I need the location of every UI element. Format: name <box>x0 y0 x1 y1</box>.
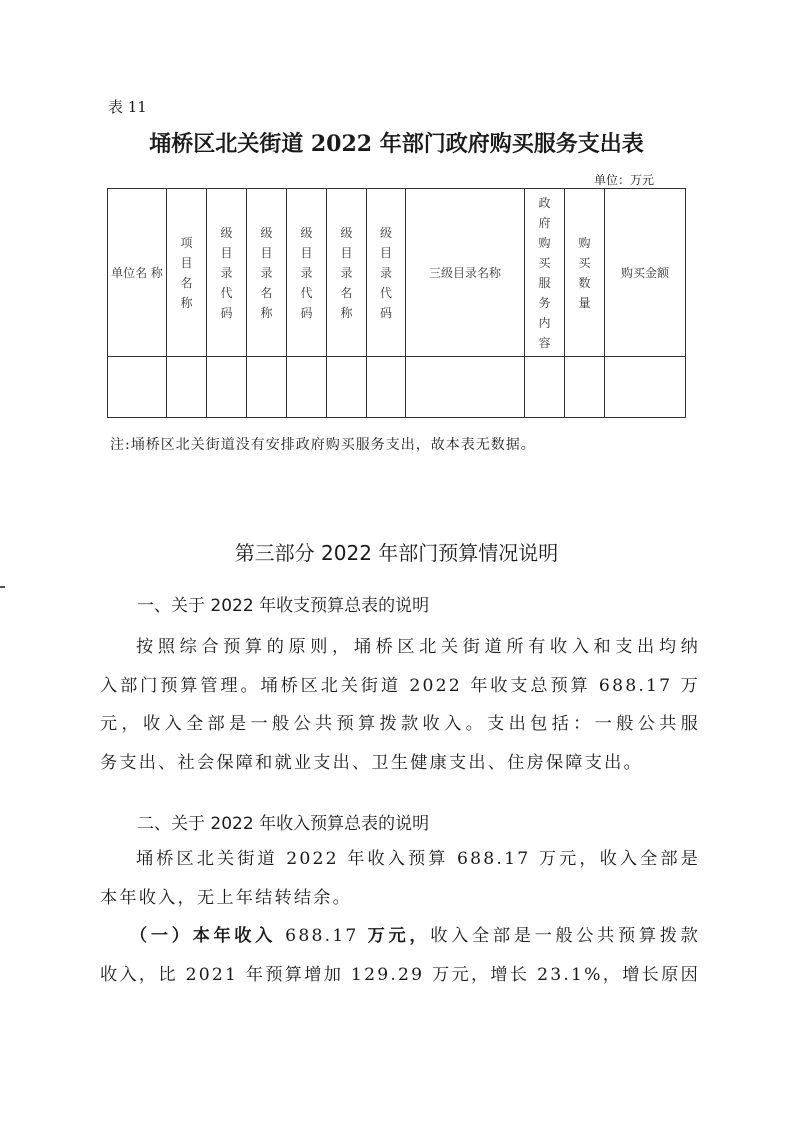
table-cell <box>367 357 406 418</box>
table-note: 注:埇桥区北关街道没有安排政府购买服务支出，故本表无数据。 <box>110 437 536 453</box>
table-cell <box>525 357 565 418</box>
section1-paragraph <box>100 628 700 782</box>
paragraph-line: 元，收入全部是一般公共预算拨款收入。支出包括：一般公共服 <box>100 714 700 734</box>
header-amount: 购买金额 <box>605 189 686 357</box>
section-heading-1: 一、关于 2022 年收支预算总表的说明 <box>137 596 430 616</box>
section2-paragraph <box>100 840 700 994</box>
table-cell <box>287 357 327 418</box>
table-cell <box>565 357 605 418</box>
margin-mark <box>0 586 5 588</box>
paragraph-line: 入部门预算管理。埇桥区北关街道 2022 年收支总预算 688.17 万 <box>100 675 700 696</box>
table-cell <box>605 357 686 418</box>
header-level-name-2: 级目录名称 <box>327 189 367 357</box>
subsection-text: 收入全部是一般公共预算拨款 <box>430 926 700 946</box>
paragraph-line: 收入，比 2021 年预算增加 129.29 万元，增长 23.1%，增长原因 <box>100 964 700 985</box>
header-quantity: 购买数量 <box>565 189 605 357</box>
paragraph-line: 本年收入，无上年结转结余。 <box>100 887 353 908</box>
table-title: 埇桥区北关街道 2022 年部门政府购买服务支出表 <box>149 131 644 157</box>
section-heading-2: 二、关于 2022 年收入预算总表的说明 <box>137 814 430 834</box>
unit-label: 单位：万元 <box>594 173 655 187</box>
table-cell <box>327 357 367 418</box>
table-cell <box>167 357 207 418</box>
header-level-name-1: 级目录名称 <box>247 189 287 357</box>
header-service-content: 政府购买服务内容 <box>525 189 565 357</box>
table-cell <box>207 357 247 418</box>
income-amount: 688.17 <box>276 926 368 946</box>
paragraph-line: 按照综合预算的原则，埇桥区北关街道所有收入和支出均纳 <box>136 637 700 657</box>
purchase-services-table <box>107 188 686 418</box>
table-cell <box>108 357 167 418</box>
table-cell <box>247 357 287 418</box>
amount-unit: 万元， <box>367 926 431 946</box>
paragraph-line: 务支出、社会保障和就业支出、卫生健康支出、住房保障支出。 <box>100 752 643 773</box>
table-row <box>108 357 686 418</box>
header-level-code-3: 级目录代码 <box>367 189 406 357</box>
header-project-name: 项目名称 <box>167 189 207 357</box>
header-level-code-1: 级目录代码 <box>207 189 247 357</box>
header-unit-name: 单位名 称 <box>108 189 167 357</box>
subsection-label: （一）本年收入 <box>130 926 277 946</box>
header-level3-name: 三级目录名称 <box>406 189 525 357</box>
table-number-label: 表 11 <box>108 98 147 116</box>
paragraph-line: 埇桥区北关街道 2022 年收入预算 688.17 万元，收入全部是 <box>136 849 700 869</box>
table-cell <box>406 357 525 418</box>
table-header-row <box>108 189 686 357</box>
subsection-line <box>100 917 700 956</box>
header-level-code-2: 级目录代码 <box>287 189 327 357</box>
part-title: 第三部分 2022 年部门预算情况说明 <box>234 541 559 565</box>
